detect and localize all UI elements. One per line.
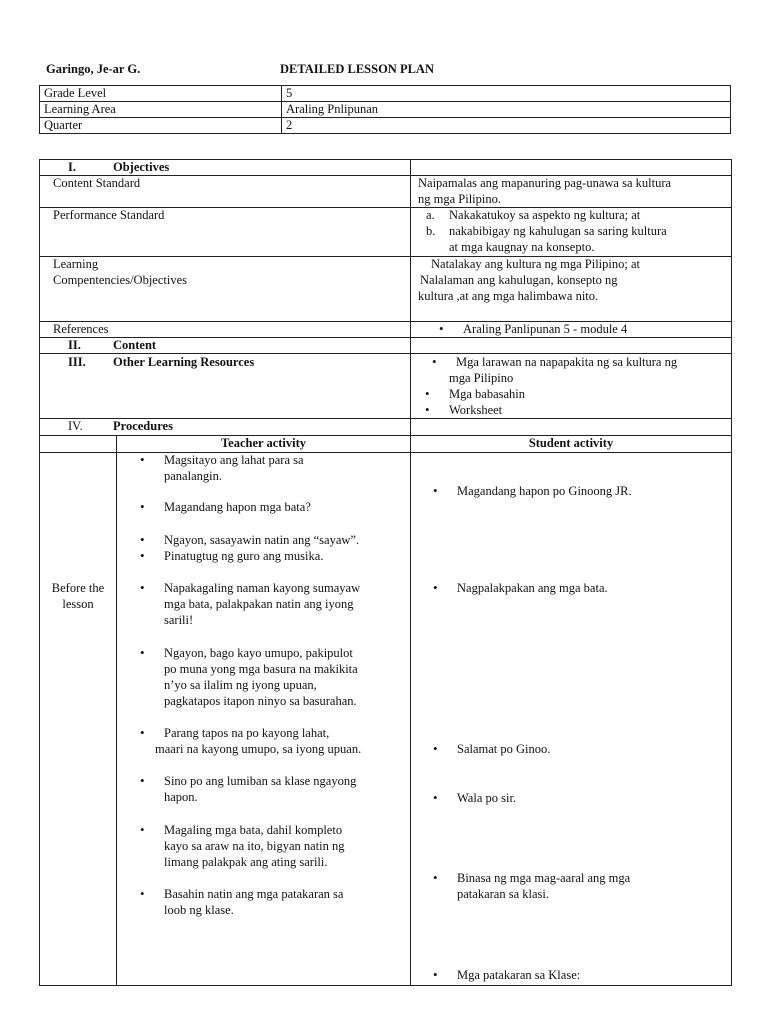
teacher-activity-continuation: panalangin. <box>164 469 222 483</box>
teacher-activity-item: • Magsitayo ang lahat para sa <box>164 452 304 468</box>
learning-competencies-label: Learning <box>53 257 99 271</box>
document-title: DETAILED LESSON PLAN <box>280 62 434 76</box>
teacher-activity-continuation: pagkatapos itapon ninyo sa basurahan. <box>164 694 357 708</box>
column-divider <box>410 159 411 435</box>
teacher-activity-continuation: po muna yong mga basura na makikita <box>164 662 358 676</box>
references-item: • Araling Panlipunan 5 - module 4 <box>463 321 627 337</box>
student-activity-item: • Salamat po Ginoo. <box>457 741 550 757</box>
learning-competencies-text: Natalakay ang kultura ng mga Pilipino; at <box>431 257 640 271</box>
content-standard-text: Naipamalas ang mapanuring pag-unawa sa kultura <box>418 176 672 190</box>
info-value: Araling Pnlipunan <box>282 102 731 118</box>
teacher-activity-continuation: limang palakpak ang ating sarili. <box>164 855 328 869</box>
performance-standard-label: Performance Standard <box>53 208 165 222</box>
section-heading-resources: Other Learning Resources <box>113 355 255 369</box>
info-value: 5 <box>282 86 731 102</box>
content-standard-label: Content Standard <box>53 176 141 190</box>
section-heading-procedures: Procedures <box>113 419 173 433</box>
section-number: I. <box>68 160 76 174</box>
phase-column-divider <box>116 435 117 985</box>
learning-competencies-text: Nalalaman ang kahulugan, konsepto ng <box>420 273 618 287</box>
resources-item-continuation: mga Pilipino <box>449 371 514 385</box>
teacher-activity-item: • Sino po ang lumiban sa klase ngayong <box>164 773 356 789</box>
student-activity-item: • Binasa ng mga mag-aaral ang mga <box>457 870 630 886</box>
student-activity-header: Student activity <box>528 436 614 450</box>
student-activity-item: • Mga patakaran sa Klase: <box>457 967 580 983</box>
performance-standard-item: at mga kaugnay na konsepto. <box>449 240 595 254</box>
teacher-activity-header: Teacher activity <box>220 436 307 450</box>
learning-competencies-text: kultura ,at ang mga halimbawa nito. <box>418 289 599 303</box>
info-label: Quarter <box>40 118 282 134</box>
resources-item: • Worksheet <box>449 402 502 418</box>
info-label: Grade Level <box>40 86 282 102</box>
info-row-grade-level <box>40 86 731 102</box>
references-label: References <box>53 322 109 336</box>
teacher-activity-continuation: maari na kayong umupo, sa iyong upuan. <box>155 742 362 756</box>
teacher-activity-continuation: kayo sa araw na ito, bigyan natin ng <box>164 839 345 853</box>
teacher-activity-continuation: n’yo sa ilalim ng iyong upuan, <box>164 678 317 692</box>
info-value: 2 <box>282 118 731 134</box>
teacher-activity-continuation: hapon. <box>164 790 198 804</box>
teacher-activity-item: • Magaling mga bata, dahil kompleto <box>164 822 342 838</box>
student-activity-item: • Magandang hapon po Ginoong JR. <box>457 483 632 499</box>
info-row-quarter <box>40 118 731 134</box>
resources-item: • Mga larawan na napapakita ng sa kultura ng <box>456 354 677 370</box>
teacher-activity-continuation: sarili! <box>164 613 194 627</box>
section-heading-content: Content <box>113 338 157 352</box>
learning-competencies-label: Compentencies/Objectives <box>53 273 187 287</box>
teacher-activity-item: • Parang tapos na po kayong lahat, <box>164 725 329 741</box>
section-number: IV. <box>68 419 83 433</box>
performance-standard-item: Nakakatukoy sa aspekto ng kultura; at <box>449 208 641 222</box>
student-activity-item: • Nagpalakpakan ang mga bata. <box>457 580 608 596</box>
content-standard-text: ng mga Pilipino. <box>418 192 501 206</box>
column-divider <box>410 435 411 985</box>
section-number: II. <box>68 338 81 352</box>
list-marker: b. <box>426 224 436 238</box>
teacher-activity-item: • Pinatugtug ng guro ang musika. <box>164 548 323 564</box>
performance-standard-item: nakabibigay ng kahulugan sa saring kultura <box>449 224 667 238</box>
teacher-activity-item: • Basahin natin ang mga patakaran sa <box>164 886 343 902</box>
phase-label: Before the <box>51 581 105 595</box>
info-row-learning-area <box>40 102 731 118</box>
teacher-activity-continuation: loob ng klase. <box>164 903 234 917</box>
teacher-activity-item: • Ngayon, bago kayo umupo, pakipulot <box>164 645 353 661</box>
teacher-activity-item: • Napakagaling naman kayong sumayaw <box>164 580 360 596</box>
list-marker: a. <box>426 208 435 222</box>
student-activity-item: • Wala po sir. <box>457 790 516 806</box>
student-activity-continuation: patakaran sa klasi. <box>457 887 549 901</box>
resources-item: • Mga babasahin <box>449 386 525 402</box>
section-heading-objectives: Objectives <box>113 160 170 174</box>
section-number: III. <box>68 355 86 369</box>
info-label: Learning Area <box>40 102 282 118</box>
teacher-activity-item: • Ngayon, sasayawin natin ang “sayaw”. <box>164 532 359 548</box>
teacher-activity-item: • Magandang hapon mga bata? <box>164 499 311 515</box>
author-name: Garingo, Je-ar G. <box>46 62 141 76</box>
teacher-activity-continuation: mga bata, palakpakan natin ang iyong <box>164 597 354 611</box>
phase-label: lesson <box>62 597 94 611</box>
lesson-info-table <box>39 85 731 134</box>
